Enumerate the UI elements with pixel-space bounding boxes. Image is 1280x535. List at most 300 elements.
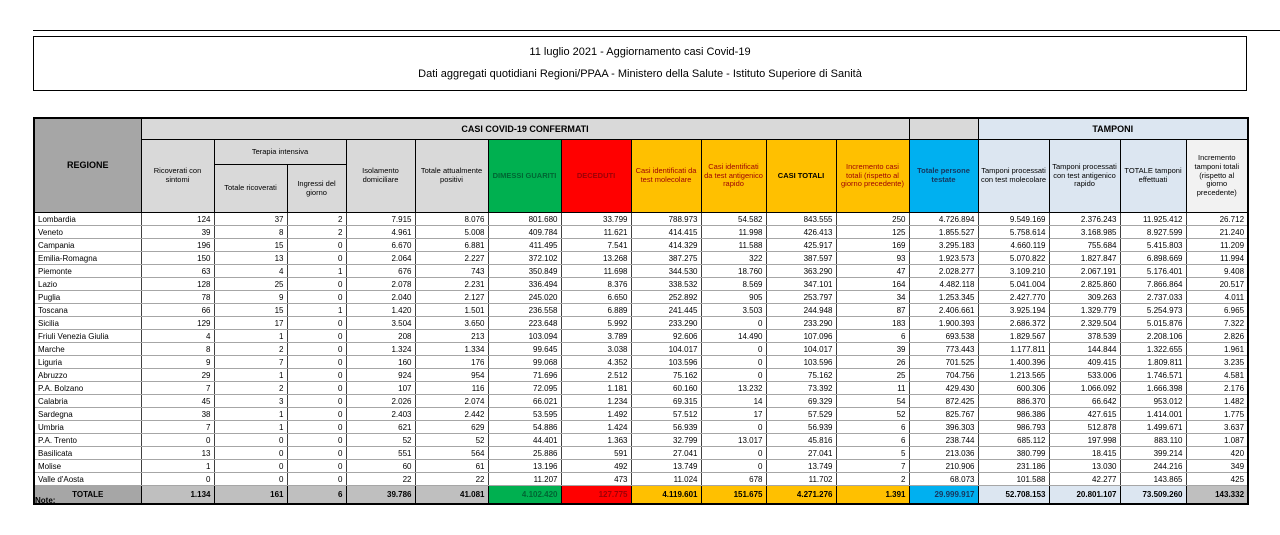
cell-value: 13.749	[631, 460, 701, 473]
cell-value: 1.424	[561, 421, 631, 434]
cell-value: 2.078	[346, 278, 415, 291]
cell-value: 66	[141, 304, 214, 317]
cell-value: 60.160	[631, 382, 701, 395]
cell-value: 473	[561, 473, 631, 486]
region-name: Veneto	[34, 226, 141, 239]
cell-value: 253.797	[766, 291, 836, 304]
cell-value: 0	[287, 395, 346, 408]
cell-value: 387.597	[766, 252, 836, 265]
table-row	[34, 213, 1248, 226]
cell-value: 2.406.661	[909, 304, 978, 317]
header-incremento-casi: Incremento casi totali (rispetto al giorno precedente)	[836, 140, 909, 213]
table-row	[34, 226, 1248, 239]
cell-value: 241.445	[631, 304, 701, 317]
header-isolamento-domiciliare: Isolamento domiciliare	[346, 140, 415, 213]
cell-value: 2.826	[1186, 330, 1248, 343]
cell-value: 6.889	[561, 304, 631, 317]
cell-value: 6	[836, 330, 909, 343]
cell-value: 886.370	[978, 395, 1049, 408]
total-cell-value: 29.999.917	[909, 486, 978, 505]
cell-value: 0	[287, 408, 346, 421]
cell-value: 104.017	[766, 343, 836, 356]
cell-value: 1	[287, 265, 346, 278]
cell-value: 0	[141, 473, 214, 486]
cell-value: 773.443	[909, 343, 978, 356]
table-row	[34, 382, 1248, 395]
cell-value: 22	[346, 473, 415, 486]
cell-value: 0	[214, 447, 287, 460]
cell-value: 2.512	[561, 369, 631, 382]
cell-value: 245.020	[488, 291, 561, 304]
cell-value: 676	[346, 265, 415, 278]
cell-value: 66.021	[488, 395, 561, 408]
cell-value: 427.615	[1049, 408, 1120, 421]
total-cell-value: 41.081	[415, 486, 488, 505]
cell-value: 344.530	[631, 265, 701, 278]
cell-value: 492	[561, 460, 631, 473]
cell-value: 75.162	[631, 369, 701, 382]
table-row	[34, 369, 1248, 382]
cell-value: 8.076	[415, 213, 488, 226]
cell-value: 429.430	[909, 382, 978, 395]
cell-value: 1.900.393	[909, 317, 978, 330]
cell-value: 425	[1186, 473, 1248, 486]
cell-value: 13	[141, 447, 214, 460]
header-ricoverati-sintomi: Ricoverati con sintomi	[141, 140, 214, 213]
cell-value: 0	[701, 421, 766, 434]
cell-value: 0	[287, 239, 346, 252]
cell-value: 1.420	[346, 304, 415, 317]
cell-value: 0	[701, 317, 766, 330]
cell-value: 13.017	[701, 434, 766, 447]
cell-value: 3.504	[346, 317, 415, 330]
cell-value: 104.017	[631, 343, 701, 356]
cell-value: 213	[415, 330, 488, 343]
cell-value: 61	[415, 460, 488, 473]
cell-value: 1	[214, 408, 287, 421]
cell-value: 1.363	[561, 434, 631, 447]
cell-value: 0	[701, 369, 766, 382]
cell-value: 349	[1186, 460, 1248, 473]
cell-value: 2.064	[346, 252, 415, 265]
cell-value: 5.176.401	[1120, 265, 1186, 278]
total-label: TOTALE	[34, 486, 141, 505]
cell-value: 27.041	[766, 447, 836, 460]
cell-value: 13.268	[561, 252, 631, 265]
cell-value: 7.915	[346, 213, 415, 226]
cell-value: 33.799	[561, 213, 631, 226]
region-name: P.A. Trento	[34, 434, 141, 447]
cell-value: 99.068	[488, 356, 561, 369]
cell-value: 0	[287, 369, 346, 382]
cell-value: 208	[346, 330, 415, 343]
cell-value: 150	[141, 252, 214, 265]
cell-value: 52	[346, 434, 415, 447]
cell-value: 693.538	[909, 330, 978, 343]
cell-value: 44.401	[488, 434, 561, 447]
cell-value: 6.670	[346, 239, 415, 252]
cell-value: 872.425	[909, 395, 978, 408]
header-band-tamponi: TAMPONI	[978, 118, 1248, 140]
cell-value: 103.596	[631, 356, 701, 369]
cell-value: 591	[561, 447, 631, 460]
cell-value: 1.746.571	[1120, 369, 1186, 382]
cell-value: 7.866.864	[1120, 278, 1186, 291]
cell-value: 15	[214, 304, 287, 317]
table-row	[34, 239, 1248, 252]
header-totale-tamponi: TOTALE tamponi effettuati	[1120, 140, 1186, 213]
cell-value: 1.666.398	[1120, 382, 1186, 395]
cell-value: 87	[836, 304, 909, 317]
cell-value: 551	[346, 447, 415, 460]
cell-value: 8.927.599	[1120, 226, 1186, 239]
region-name: Piemonte	[34, 265, 141, 278]
cell-value: 533.006	[1049, 369, 1120, 382]
cell-value: 0	[287, 291, 346, 304]
cell-value: 236.558	[488, 304, 561, 317]
table-row	[34, 460, 1248, 473]
total-cell-value: 1.134	[141, 486, 214, 505]
table-body	[34, 213, 1248, 505]
cell-value: 5.008	[415, 226, 488, 239]
cell-value: 986.386	[978, 408, 1049, 421]
cell-value: 1.501	[415, 304, 488, 317]
cell-value: 3.503	[701, 304, 766, 317]
cell-value: 183	[836, 317, 909, 330]
cell-value: 309.263	[1049, 291, 1120, 304]
cell-value: 2.208.106	[1120, 330, 1186, 343]
table-row	[34, 473, 1248, 486]
cell-value: 378.539	[1049, 330, 1120, 343]
table-row	[34, 395, 1248, 408]
cell-value: 414.329	[631, 239, 701, 252]
cell-value: 2.825.860	[1049, 278, 1120, 291]
cell-value: 252.892	[631, 291, 701, 304]
cell-value: 56.939	[631, 421, 701, 434]
cell-value: 1	[214, 330, 287, 343]
cell-value: 1.855.527	[909, 226, 978, 239]
cell-value: 1.334	[415, 343, 488, 356]
cell-value: 69.315	[631, 395, 701, 408]
cell-value: 2	[214, 382, 287, 395]
cell-value: 2.067.191	[1049, 265, 1120, 278]
cell-value: 233.290	[766, 317, 836, 330]
cell-value: 196	[141, 239, 214, 252]
cell-value: 93	[836, 252, 909, 265]
cell-value: 3.637	[1186, 421, 1248, 434]
cell-value: 7	[141, 421, 214, 434]
region-name: Friuli Venezia Giulia	[34, 330, 141, 343]
region-name: Sicilia	[34, 317, 141, 330]
region-name: Umbria	[34, 421, 141, 434]
cell-value: 11.207	[488, 473, 561, 486]
region-name: Molise	[34, 460, 141, 473]
cell-value: 0	[287, 447, 346, 460]
total-cell-value: 6	[287, 486, 346, 505]
cell-value: 45	[141, 395, 214, 408]
cell-value: 2.074	[415, 395, 488, 408]
header-incremento-tamponi: Incremento tamponi totali (rispetto al giorno precedente)	[1186, 140, 1248, 213]
cell-value: 755.684	[1049, 239, 1120, 252]
header-regione: REGIONE	[34, 118, 141, 213]
cell-value: 29	[141, 369, 214, 382]
table-row	[34, 304, 1248, 317]
cell-value: 347.101	[766, 278, 836, 291]
cell-value: 0	[141, 434, 214, 447]
report-title-box	[33, 36, 1247, 91]
cell-value: 9	[141, 356, 214, 369]
region-name: Sardegna	[34, 408, 141, 421]
cell-value: 0	[287, 356, 346, 369]
cell-value: 5.070.822	[978, 252, 1049, 265]
cell-value: 350.849	[488, 265, 561, 278]
cell-value: 2	[836, 473, 909, 486]
cell-value: 17	[701, 408, 766, 421]
header-dimessi-guariti: DIMESSI GUARITI	[488, 140, 561, 213]
cell-value: 0	[214, 460, 287, 473]
cell-value: 3.038	[561, 343, 631, 356]
cell-value: 244.216	[1120, 460, 1186, 473]
table-row	[34, 434, 1248, 447]
cell-value: 701.525	[909, 356, 978, 369]
header-tamponi-antigenico: Tamponi processati con test antigenico rapido	[1049, 140, 1120, 213]
cell-value: 954	[415, 369, 488, 382]
table-row	[34, 252, 1248, 265]
cell-value: 54	[836, 395, 909, 408]
table-row	[34, 330, 1248, 343]
cell-value: 1.181	[561, 382, 631, 395]
total-cell-value: 1.391	[836, 486, 909, 505]
cell-value: 11.024	[631, 473, 701, 486]
region-name: Valle d'Aosta	[34, 473, 141, 486]
cell-value: 11.621	[561, 226, 631, 239]
cell-value: 27.041	[631, 447, 701, 460]
cell-value: 2.231	[415, 278, 488, 291]
header-casi-test-antigenico: Casi identificati da test antigenico rapido	[701, 140, 766, 213]
total-cell-value: 52.708.153	[978, 486, 1049, 505]
cell-value: 3.168.985	[1049, 226, 1120, 239]
cell-value: 843.555	[766, 213, 836, 226]
cell-value: 57.512	[631, 408, 701, 421]
cell-value: 414.415	[631, 226, 701, 239]
cell-value: 233.290	[631, 317, 701, 330]
cell-value: 4	[214, 265, 287, 278]
cell-value: 4.352	[561, 356, 631, 369]
header-totale-ricoverati: Totale ricoverati	[214, 165, 287, 213]
cell-value: 37	[214, 213, 287, 226]
cell-value: 801.680	[488, 213, 561, 226]
cell-value: 68.073	[909, 473, 978, 486]
cell-value: 5.041.004	[978, 278, 1049, 291]
cell-value: 0	[287, 460, 346, 473]
cell-value: 25.886	[488, 447, 561, 460]
cell-value: 0	[287, 382, 346, 395]
cell-value: 425.917	[766, 239, 836, 252]
cell-value: 1.923.573	[909, 252, 978, 265]
cell-value: 621	[346, 421, 415, 434]
region-name: Toscana	[34, 304, 141, 317]
cell-value: 3.925.194	[978, 304, 1049, 317]
cell-value: 9.549.169	[978, 213, 1049, 226]
cell-value: 0	[287, 330, 346, 343]
cell-value: 38	[141, 408, 214, 421]
cell-value: 7.322	[1186, 317, 1248, 330]
cell-value: 18.760	[701, 265, 766, 278]
cell-value: 71.696	[488, 369, 561, 382]
cell-value: 53.595	[488, 408, 561, 421]
cell-value: 20.517	[1186, 278, 1248, 291]
cell-value: 0	[214, 434, 287, 447]
cell-value: 107.096	[766, 330, 836, 343]
cell-value: 129	[141, 317, 214, 330]
cell-value: 372.102	[488, 252, 561, 265]
cell-value: 176	[415, 356, 488, 369]
cell-value: 52	[836, 408, 909, 421]
cell-value: 6.881	[415, 239, 488, 252]
cell-value: 32.799	[631, 434, 701, 447]
cell-value: 66.642	[1049, 395, 1120, 408]
cell-value: 1	[214, 369, 287, 382]
header-casi-totali: CASI TOTALI	[766, 140, 836, 213]
cell-value: 11.698	[561, 265, 631, 278]
header-attualmente-positivi: Totale attualmente positivi	[415, 140, 488, 213]
cell-value: 11.925.412	[1120, 213, 1186, 226]
cell-value: 7.541	[561, 239, 631, 252]
cell-value: 2.227	[415, 252, 488, 265]
cell-value: 160	[346, 356, 415, 369]
cell-value: 1	[141, 460, 214, 473]
cell-value: 63	[141, 265, 214, 278]
cell-value: 380.799	[978, 447, 1049, 460]
cell-value: 9.408	[1186, 265, 1248, 278]
cell-value: 924	[346, 369, 415, 382]
cell-value: 685.112	[978, 434, 1049, 447]
cell-value: 4.011	[1186, 291, 1248, 304]
cell-value: 2	[287, 226, 346, 239]
cell-value: 8.376	[561, 278, 631, 291]
cell-value: 3.789	[561, 330, 631, 343]
cell-value: 39	[141, 226, 214, 239]
cell-value: 223.648	[488, 317, 561, 330]
total-cell-value: 4.119.601	[631, 486, 701, 505]
cell-value: 1.482	[1186, 395, 1248, 408]
cell-value: 336.494	[488, 278, 561, 291]
cell-value: 69.329	[766, 395, 836, 408]
cell-value: 5.254.973	[1120, 304, 1186, 317]
cell-value: 338.532	[631, 278, 701, 291]
cell-value: 213.036	[909, 447, 978, 460]
cell-value: 6.650	[561, 291, 631, 304]
cell-value: 11.702	[766, 473, 836, 486]
cell-value: 197.998	[1049, 434, 1120, 447]
table-row	[34, 408, 1248, 421]
cell-value: 1.775	[1186, 408, 1248, 421]
table-row	[34, 291, 1248, 304]
cell-value: 17	[214, 317, 287, 330]
cell-value: 678	[701, 473, 766, 486]
cell-value: 2.737.033	[1120, 291, 1186, 304]
cell-value: 1.829.567	[978, 330, 1049, 343]
cell-value: 99.645	[488, 343, 561, 356]
cell-value: 0	[287, 252, 346, 265]
cell-value: 13.196	[488, 460, 561, 473]
cell-value: 788.973	[631, 213, 701, 226]
cell-value: 244.948	[766, 304, 836, 317]
region-name: Marche	[34, 343, 141, 356]
cell-value: 1.414.001	[1120, 408, 1186, 421]
cell-value: 1.066.092	[1049, 382, 1120, 395]
cell-value: 704.756	[909, 369, 978, 382]
table-row	[34, 356, 1248, 369]
cell-value: 2.127	[415, 291, 488, 304]
cell-value: 2	[287, 213, 346, 226]
cell-value: 905	[701, 291, 766, 304]
cell-value: 103.596	[766, 356, 836, 369]
region-name: Campania	[34, 239, 141, 252]
cell-value: 11.998	[701, 226, 766, 239]
cell-value: 8.569	[701, 278, 766, 291]
cell-value: 1	[214, 421, 287, 434]
cell-value: 11.209	[1186, 239, 1248, 252]
cell-value: 39	[836, 343, 909, 356]
cell-value: 399.214	[1120, 447, 1186, 460]
cell-value: 42.277	[1049, 473, 1120, 486]
cell-value: 2.442	[415, 408, 488, 421]
cell-value: 0	[701, 447, 766, 460]
cell-value: 2.040	[346, 291, 415, 304]
cell-value: 1.492	[561, 408, 631, 421]
cell-value: 107	[346, 382, 415, 395]
cell-value: 231.186	[978, 460, 1049, 473]
table-row	[34, 343, 1248, 356]
cell-value: 1.400.396	[978, 356, 1049, 369]
total-cell-value: 161	[214, 486, 287, 505]
cell-value: 0	[287, 421, 346, 434]
cell-value: 250	[836, 213, 909, 226]
cell-value: 2.403	[346, 408, 415, 421]
cell-value: 743	[415, 265, 488, 278]
cell-value: 2.026	[346, 395, 415, 408]
cell-value: 57.529	[766, 408, 836, 421]
cell-value: 143.865	[1120, 473, 1186, 486]
cell-value: 3.650	[415, 317, 488, 330]
cell-value: 4.961	[346, 226, 415, 239]
cell-value: 75.162	[766, 369, 836, 382]
cell-value: 14	[701, 395, 766, 408]
note-label: Note:	[35, 496, 56, 505]
cell-value: 953.012	[1120, 395, 1186, 408]
cell-value: 25	[836, 369, 909, 382]
region-name: Basilicata	[34, 447, 141, 460]
cell-value: 5	[836, 447, 909, 460]
cell-value: 25	[214, 278, 287, 291]
cell-value: 2.028.277	[909, 265, 978, 278]
cell-value: 409.784	[488, 226, 561, 239]
top-divider	[33, 30, 1280, 31]
cell-value: 2.686.372	[978, 317, 1049, 330]
cell-value: 9	[214, 291, 287, 304]
cell-value: 3	[214, 395, 287, 408]
cell-value: 18.415	[1049, 447, 1120, 460]
cell-value: 78	[141, 291, 214, 304]
cell-value: 21.240	[1186, 226, 1248, 239]
cell-value: 411.495	[488, 239, 561, 252]
cell-value: 4.482.118	[909, 278, 978, 291]
report-subtitle: Dati aggregati quotidiani Regioni/PPAA - Ministero della Salute - Istituto Superiore di Sanità	[418, 68, 862, 80]
cell-value: 512.878	[1049, 421, 1120, 434]
cell-value: 6	[836, 421, 909, 434]
cell-value: 1	[287, 304, 346, 317]
